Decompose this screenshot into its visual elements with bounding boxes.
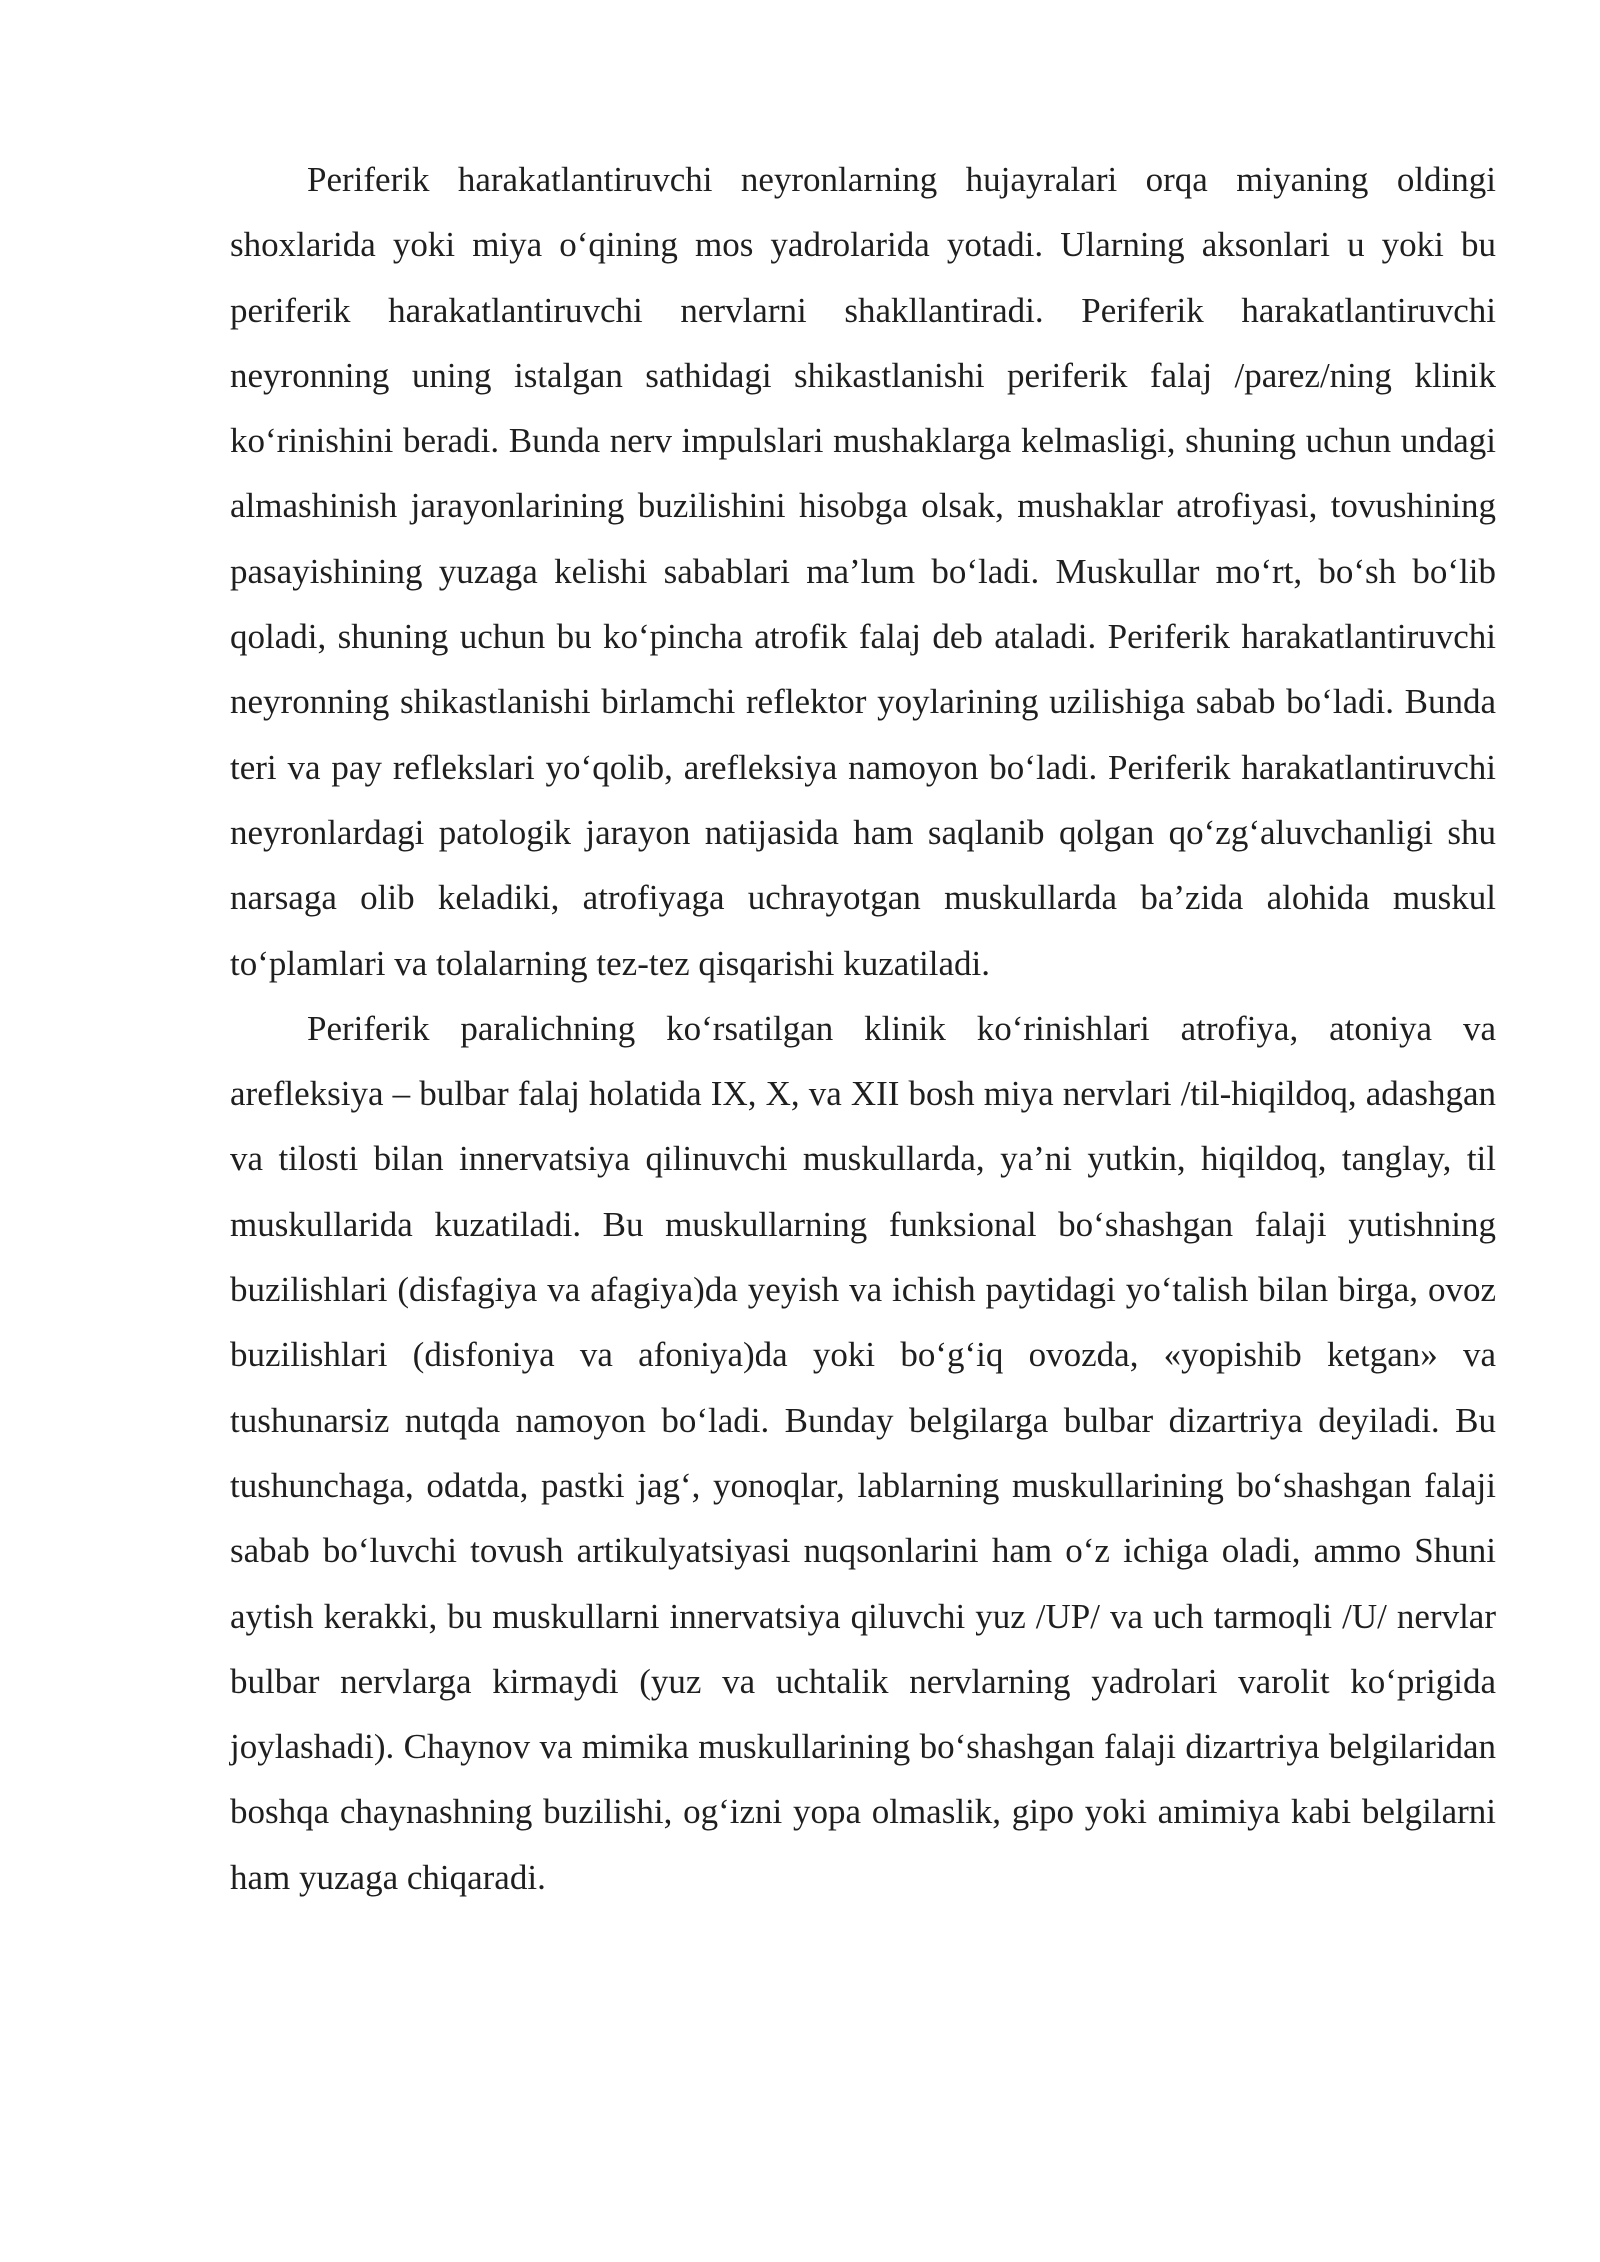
body-text [230, 147, 1496, 1910]
paragraph-2: Periferik paralichning ko‘rsatilgan klinik ko‘rinishlari atrofiya, atoniya va arefleksiya – bulbar falaj holatida IX, X, va XII bosh miya nervlari /til-hiqildoq, adashgan va tilosti bilan innervatsiya qilinuvchi muskullarda, ya’ni yutkin, hiqildoq, tanglay, til muskullarida kuzatiladi. Bu muskullarning funksional bo‘shashgan falaji yutishning buzilishlari (disfagiya va afagiya)da yeyish va ichish paytidagi yo‘talish bilan birga, ovoz buzilishlari (disfoniya va afoniya)da yoki bo‘g‘iq ovozda, «yopishib ketgan» va tushunarsiz nutqda namoyon bo‘ladi. Bunday belgilarga bulbar dizartriya deyiladi. Bu tushunchaga, odatda, pastki jag‘, yonoqlar, lablarning muskullarining bo‘shashgan falaji sabab bo‘luvchi tovush artikulyatsiyasi nuqsonlarini ham o‘z ichiga oladi, ammo Shuni aytish kerakki, bu muskullarni innervatsiya qiluvchi yuz /UP/ va uch tarmoqli /U/ nervlar bulbar nervlarga kirmaydi (yuz va uchtalik nervlarning yadrolari varolit ko‘prigida joylashadi). Chaynov va mimika muskullarining bo‘shashgan falaji dizartriya belgilaridan boshqa chaynashning buzilishi, og‘izni yopa olmaslik, gipo yoki amimiya kabi belgilarni ham yuzaga chiqaradi. [230, 1008, 1496, 1897]
paragraph-1: Periferik harakatlantiruvchi neyronlarning hujayralari orqa miyaning oldingi shoxlarida yoki miya o‘qining mos yadrolarida yotadi. Ularning aksonlari u yoki bu periferik harakatlantiruvchi nervlarni shakllantiradi. Periferik harakatlantiruvchi neyronning uning istalgan sathidagi shikastlanishi periferik falaj /parez/ning klinik ko‘rinishini beradi. Bunda nerv impulslari mushaklarga kelmasligi, shuning uchun undagi almashinish jarayonlarining buzilishini hisobga olsak, mushaklar atrofiyasi, tovushining pasayishining yuzaga kelishi sabablari ma’lum bo‘ladi. Muskullar mo‘rt, bo‘sh bo‘lib qoladi, shuning uchun bu ko‘pincha atrofik falaj deb ataladi. Periferik harakatlantiruvchi neyronning shikastlanishi birlamchi reflektor yoylarining uzilishiga sabab bo‘ladi. Bunda teri va pay reflekslari yo‘qolib, arefleksiya namoyon bo‘ladi. Periferik harakatlantiruvchi neyronlardagi patologik jarayon natijasida ham saqlanib qolgan qo‘zg‘aluvchanligi shu narsaga olib keladiki, atrofiyaga uchrayotgan muskullarda ba’zida alohida muskul to‘plamlari va tolalarning tez-tez qisqarishi kuzatiladi. [230, 160, 1496, 983]
